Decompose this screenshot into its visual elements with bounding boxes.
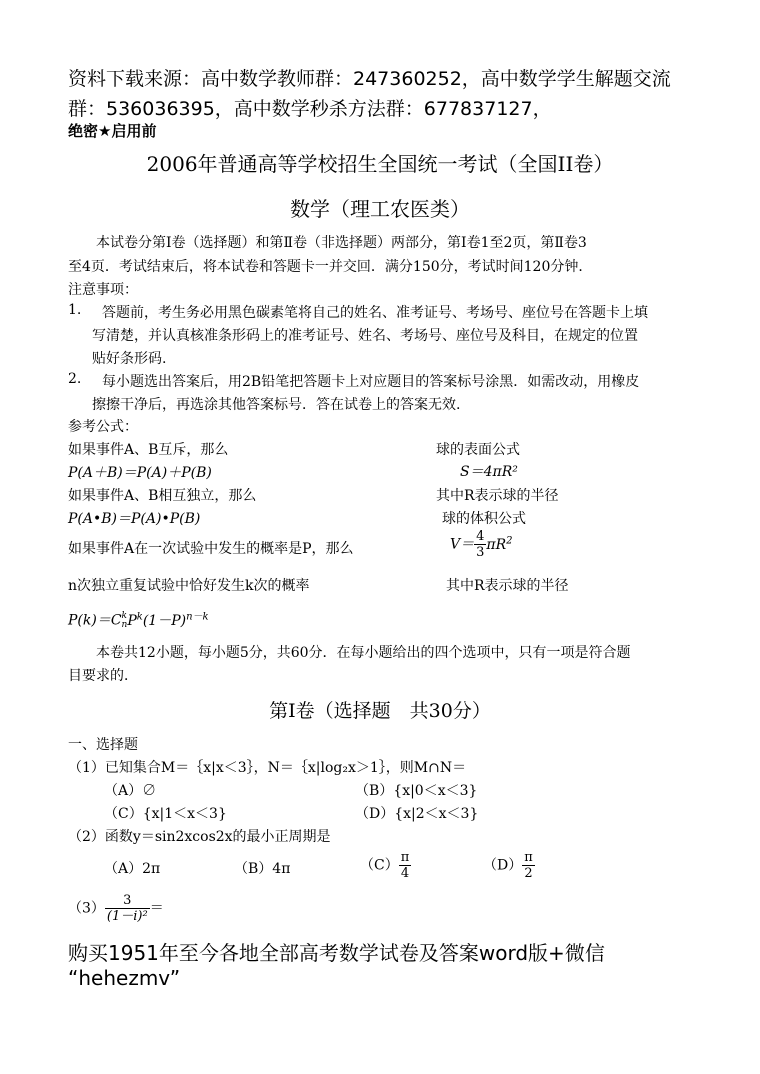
section-1-heading: 一、选择题: [68, 737, 138, 753]
header-line-2: 群：536036395，高中数学秒杀方法群：677837127，: [68, 98, 552, 120]
secret-mark: 绝密★启用前: [68, 122, 157, 140]
notes-heading: 注意事项：: [68, 282, 138, 298]
question-2-option-d-label: （D）: [483, 857, 523, 874]
question-2-stem: （2）函数y＝sin2xcos2x的最小正周期是: [68, 829, 331, 845]
intro-line-2: 至4页．考试结束后，将本试卷和答题卡一并交回．满分150分，考试时间120分钟．: [68, 259, 593, 275]
pi-over-4-fraction: $\frac{\pi}{4}$: [400, 850, 410, 881]
part-1-title: 第Ⅰ卷（选择题 共30分）: [269, 700, 491, 722]
exam-title: 2006年普通高等学校招生全国统一考试（全国II卷）: [146, 152, 614, 176]
formula-right-1: 球的表面公式: [436, 442, 520, 458]
question-2-option-d: [483, 850, 535, 881]
formula-right-2: S＝4πR²: [460, 464, 518, 480]
sphere-volume-lead: V＝: [450, 536, 475, 553]
question-1-option-a: （A）∅: [104, 783, 157, 799]
formula-right-4: 球的体积公式: [442, 511, 526, 527]
formula-left-6: n次独立重复试验中恰好发生k次的概率: [68, 578, 310, 594]
sphere-volume-formula: V＝ $\frac{4}{3}$ $\pi R^2$: [450, 529, 513, 560]
question-2-option-a: （A）2π: [104, 861, 161, 877]
question-3: [68, 893, 164, 924]
formula-right-3: 其中R表示球的半径: [436, 488, 559, 504]
formula-left-1: 如果事件A、B互斥，那么: [68, 442, 229, 458]
binomial-formula: P(k)＝C k n $P^k(1-P)^{n-k}$: [68, 610, 209, 630]
formula-right-6: 其中R表示球的半径: [446, 578, 569, 594]
formula-left-4: P(A•B)＝P(A)•P(B): [68, 511, 201, 527]
question-3-fraction: $\frac{3}{\text{(1－i)²}}$: [106, 893, 148, 924]
question-3-equals: ＝: [149, 900, 164, 917]
question-1-stem: （1）已知集合M＝｛x|x＜3｝，N＝｛x|log₂x＞1｝，则M∩N＝: [68, 760, 467, 776]
section-intro-line-2: 目要求的．: [68, 668, 138, 684]
note-2-line-2: 擦擦干净后，再选涂其他答案标号．答在试卷上的答案无效.: [92, 397, 461, 413]
four-thirds-fraction: $\frac{4}{3}$: [476, 529, 485, 560]
note-2-line-1: 每小题选出答案后，用2B铅笔把答题卡上对应题目的答案标号涂黑．如需改动，用橡皮: [102, 374, 640, 390]
header-line-1: 资料下载来源：高中数学教师群：247360252，高中数学学生解题交流: [68, 68, 671, 90]
question-1-option-c: （C）{x|1＜x＜3}: [104, 806, 227, 822]
section-intro-line-1: 本卷共12小题，每小题5分，共60分．在每小题给出的四个选项中，只有一项是符合题: [96, 645, 631, 661]
footer-line-1: 购买1951年至今各地全部高考数学试卷及答案word版+微信: [68, 941, 605, 965]
footer-line-2: “hehezmv”: [68, 966, 181, 990]
note-2-number: 2.: [68, 371, 82, 387]
formula-left-3: 如果事件A、B相互独立，那么: [68, 488, 257, 504]
question-2-option-c: [360, 850, 411, 881]
note-1-number: 1.: [68, 302, 82, 318]
pi-over-2-fraction: $\frac{\pi}{2}$: [524, 850, 533, 881]
intro-line-1: 本试卷分第Ⅰ卷（选择题）和第Ⅱ卷（非选择题）两部分，第Ⅰ卷1至2页，第Ⅱ卷3: [96, 235, 587, 251]
question-1-option-b: （B）{x|0＜x＜3}: [355, 783, 478, 799]
combination-indices: k n: [121, 610, 128, 630]
exam-subtitle: 数学（理工农医类）: [290, 197, 470, 221]
question-1-option-d: （D）{x|2＜x＜3}: [355, 806, 479, 822]
question-2-option-b: （B）4π: [234, 861, 291, 877]
note-1-line-1: 答题前，考生务必用黑色碳素笔将自己的姓名、准考证号、考场号、座位号在答题卡上填: [102, 305, 648, 321]
question-3-label: （3）: [68, 900, 105, 917]
note-1-line-2: 写清楚，并认真核准条形码上的准考证号、姓名、考场号、座位号及科目，在规定的位置: [92, 328, 638, 344]
formula-left-5: 如果事件A在一次试验中发生的概率是P，那么: [68, 541, 354, 557]
formulas-heading: 参考公式：: [68, 419, 138, 435]
formula-left-2: P(A＋B)＝P(A)＋P(B): [68, 465, 212, 481]
note-1-line-3: 贴好条形码.: [92, 351, 167, 367]
binomial-formula-lead: P(k)＝C: [68, 612, 122, 629]
question-2-option-c-label: （C）: [360, 857, 399, 874]
